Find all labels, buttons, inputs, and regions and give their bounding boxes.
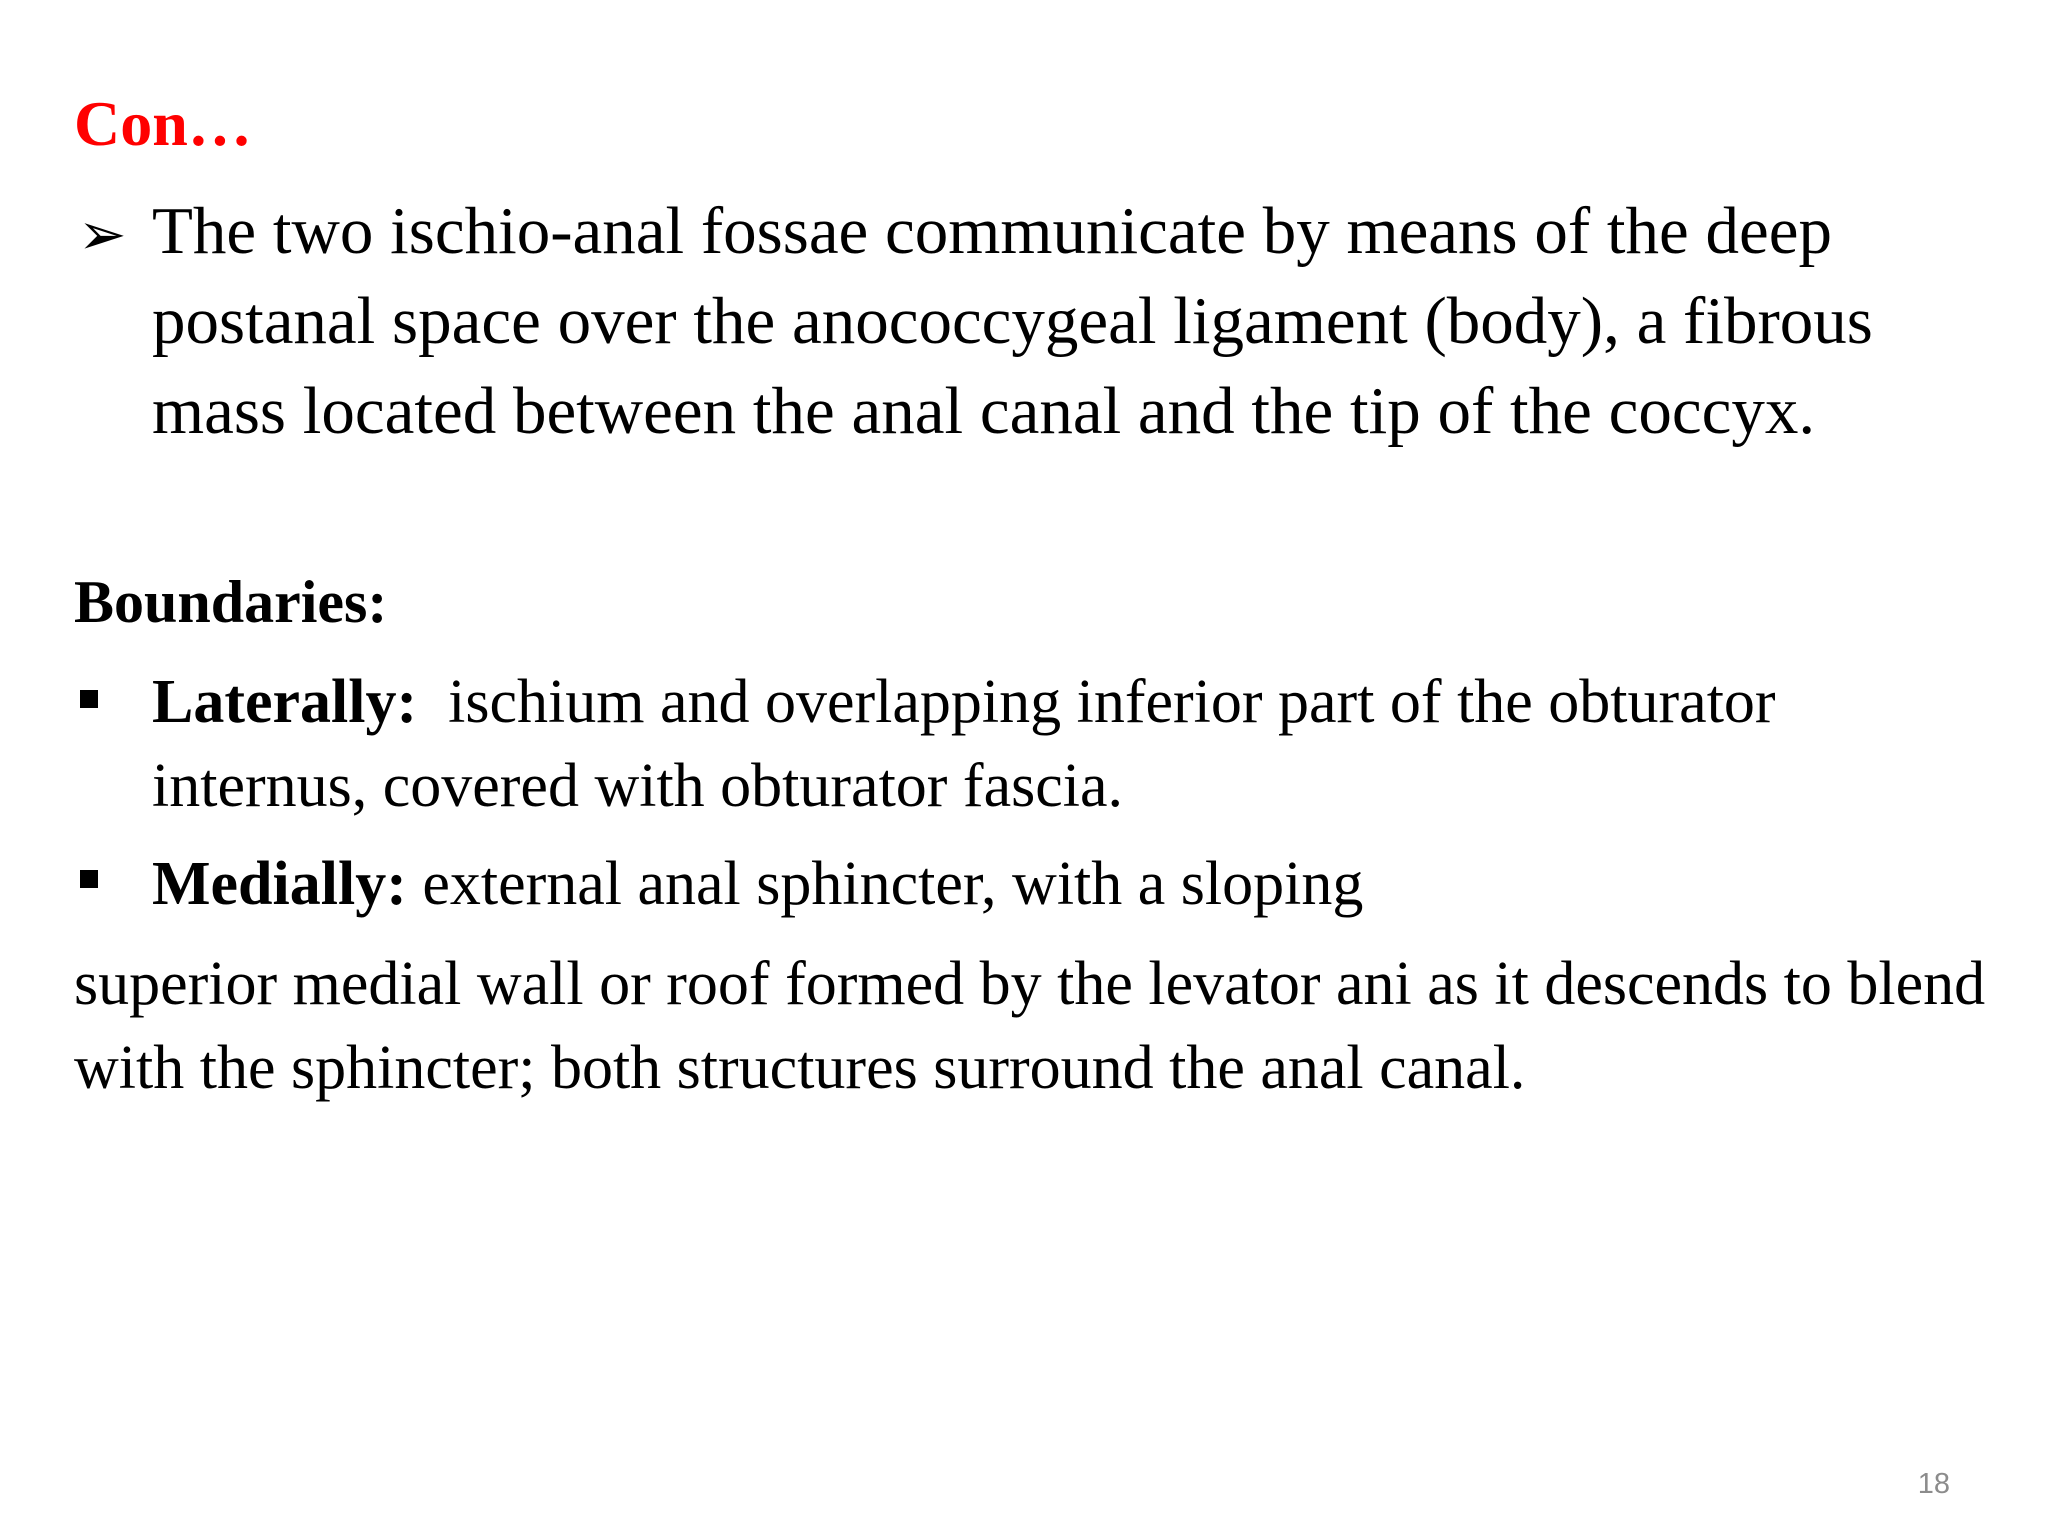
boundary-text: external anal sphincter, with a sloping [422, 850, 1364, 918]
boundary-continuation-text: superior medial wall or roof formed by the levator ani as it descends to blend with the sphincter; both structures surround the anal canal. [74, 950, 1986, 1102]
boundary-label: Laterally: [152, 668, 418, 736]
boundary-text: ischium and overlapping inferior part of the obturator internus, covered with obturator fascia. [152, 668, 1776, 820]
slide-heading-text: Con… [74, 88, 252, 159]
square-bullet-icon [80, 870, 98, 888]
slide-heading [74, 84, 252, 164]
main-point-text: The two ischio-anal fossae communicate by means of the deep postanal space over the anococcygeal ligament (body), a fibrous mass located between the anal canal and the tip of the coccyx. [152, 194, 1873, 448]
boundary-item-medially [152, 842, 1982, 926]
boundary-item-laterally [152, 660, 1982, 828]
square-bullet-icon [80, 690, 98, 708]
boundaries-heading: Boundaries: [74, 569, 388, 635]
page-number: 18 [1917, 1468, 1950, 1500]
boundary-label: Medially: [152, 850, 407, 918]
arrow-bullet-icon: ➢ [78, 200, 127, 268]
